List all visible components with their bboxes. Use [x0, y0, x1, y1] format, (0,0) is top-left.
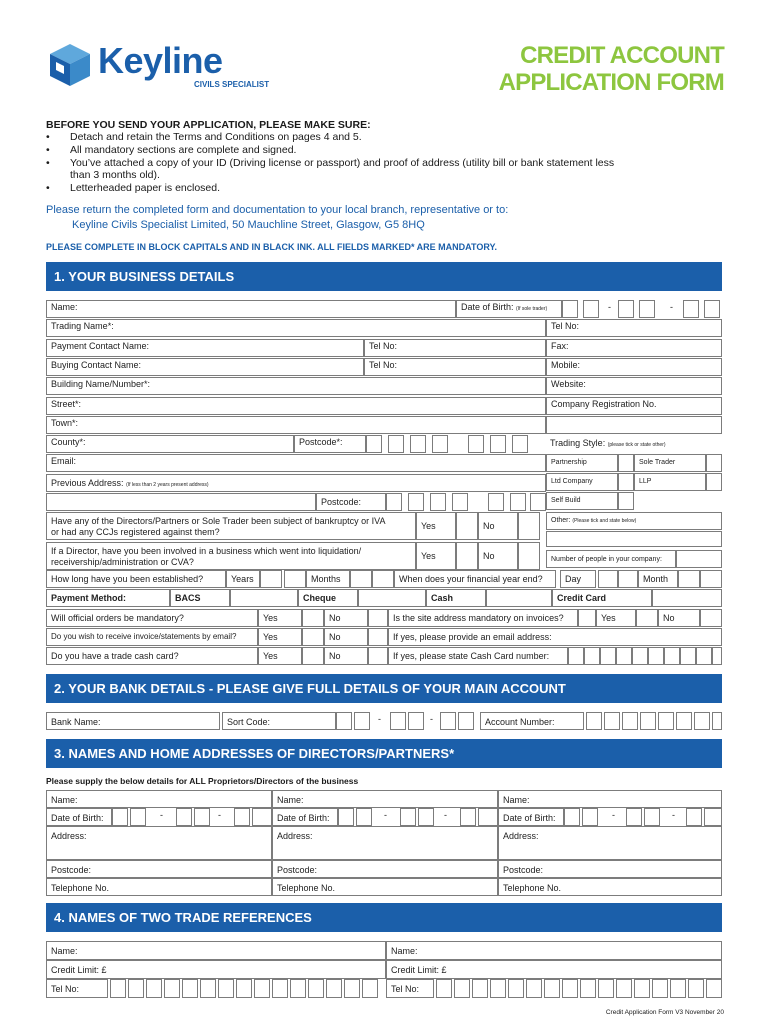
- tel-digit-box[interactable]: [670, 979, 686, 998]
- cash-card-box[interactable]: [664, 647, 680, 665]
- trade-cash-yes[interactable]: Yes: [258, 647, 302, 665]
- invoice-yes-box[interactable]: [302, 628, 324, 646]
- trade-cash-no-box[interactable]: [368, 647, 388, 665]
- checklist-item: • Letterheaded paper is enclosed.: [46, 182, 221, 195]
- bankruptcy-no-box[interactable]: [518, 512, 540, 540]
- tel-digit-box[interactable]: [326, 979, 342, 998]
- sort-box[interactable]: [408, 712, 424, 730]
- trade-cash-label: Do you have a trade cash card?: [46, 647, 258, 665]
- dob-box[interactable]: [338, 808, 354, 826]
- dob-box[interactable]: [418, 808, 434, 826]
- sort-box[interactable]: [440, 712, 456, 730]
- postcode-box[interactable]: [366, 435, 382, 453]
- section4-header: 4. NAMES OF TWO TRADE REFERENCES: [46, 903, 722, 932]
- tel-digit-box[interactable]: [472, 979, 488, 998]
- fax-field[interactable]: Fax:: [546, 339, 722, 357]
- dob-box[interactable]: [582, 808, 598, 826]
- director-question: If a Director, have you been involved in a business which went into liquidation/ receivership/administration or CVA?: [46, 542, 416, 570]
- postcode-label: Postcode*:: [294, 435, 366, 453]
- dob-box[interactable]: [618, 300, 634, 318]
- cash-card-label: If yes, please state Cash Card number:: [388, 647, 568, 665]
- dob-box[interactable]: [234, 808, 250, 826]
- director-no-box[interactable]: [518, 542, 540, 570]
- cash-card-box[interactable]: [648, 647, 664, 665]
- street-field[interactable]: Street*:: [46, 397, 546, 415]
- tel-digit-box[interactable]: [652, 979, 668, 998]
- cheque-box[interactable]: [358, 589, 426, 607]
- postcode-box[interactable]: [530, 493, 546, 511]
- site-no-box[interactable]: [700, 609, 722, 627]
- sort-box[interactable]: [390, 712, 406, 730]
- dash: -: [672, 810, 675, 820]
- director2-address[interactable]: Address:: [272, 826, 498, 860]
- buying-contact-field[interactable]: Buying Contact Name:: [46, 358, 364, 376]
- trade-cash-no[interactable]: No: [324, 647, 368, 665]
- people-count-field[interactable]: Number of people in your company:: [546, 550, 676, 568]
- director3-address[interactable]: Address:: [498, 826, 722, 860]
- director1-address[interactable]: Address:: [46, 826, 272, 860]
- years-label: Years: [226, 570, 260, 588]
- dash: -: [378, 714, 381, 724]
- sole-trader-checkbox[interactable]: [706, 454, 722, 472]
- return-address: Keyline Civils Specialist Limited, 50 Mauchline Street, Glasgow, G5 8HQ: [72, 219, 425, 231]
- month-box[interactable]: [700, 570, 722, 588]
- director1-telephone[interactable]: Telephone No.: [46, 878, 272, 896]
- ltd-checkbox[interactable]: [618, 473, 634, 491]
- title-line2: APPLICATION FORM: [498, 69, 724, 96]
- director1-dob-label: Date of Birth:: [46, 808, 112, 826]
- months-box[interactable]: [350, 570, 372, 588]
- ref2-credit-limit[interactable]: Credit Limit: £: [386, 960, 722, 979]
- dash: -: [608, 302, 611, 312]
- credit-card-option[interactable]: Credit Card: [552, 589, 652, 607]
- postcode-box[interactable]: [510, 493, 526, 511]
- account-box[interactable]: [640, 712, 656, 730]
- tel-digit-box[interactable]: [290, 979, 306, 998]
- postcode-box[interactable]: [452, 493, 468, 511]
- dob-box[interactable]: [704, 300, 720, 318]
- dash: -: [384, 810, 387, 820]
- trading-name-field[interactable]: Trading Name*:: [46, 319, 546, 337]
- s3-intro: Please supply the below details for ALL Proprietors/Directors of the business: [46, 776, 359, 786]
- email-field[interactable]: Email:: [46, 454, 546, 472]
- ltd-company-option[interactable]: Ltd Company: [546, 473, 618, 491]
- site-yes[interactable]: Yes: [596, 609, 636, 627]
- years-box[interactable]: [260, 570, 282, 588]
- prev-address-line2[interactable]: [46, 493, 316, 511]
- prev-postcode-label: Postcode:: [316, 493, 386, 511]
- official-orders-label: Will official orders be mandatory?: [46, 609, 258, 627]
- postcode-box[interactable]: [468, 435, 484, 453]
- town-field[interactable]: Town*:: [46, 416, 546, 434]
- tel-digit-box[interactable]: [182, 979, 198, 998]
- keyline-logo-mark-icon: [46, 44, 94, 88]
- company-reg-label: Company Registration No.: [546, 397, 722, 415]
- tel-field[interactable]: Tel No:: [546, 319, 722, 337]
- orders-yes-box[interactable]: [302, 609, 324, 627]
- site-address-label: Is the site address mandatory on invoices?: [388, 609, 578, 627]
- dash: -: [670, 302, 673, 312]
- logo-name: Keyline: [98, 40, 223, 81]
- footer-text: Credit Application Form V3 November 20: [605, 1009, 724, 1016]
- invoice-email-label: Do you wish to receive invoice/statements by email?: [46, 628, 258, 646]
- tel-digit-box[interactable]: [544, 979, 560, 998]
- bank-name-field[interactable]: Bank Name:: [46, 712, 220, 730]
- cash-card-box[interactable]: [568, 647, 584, 665]
- mandatory-notice: PLEASE COMPLETE IN BLOCK CAPITALS AND IN BLACK INK. ALL FIELDS MARKED* ARE MANDATORY.: [46, 242, 498, 252]
- section1-header: 1. YOUR BUSINESS DETAILS: [46, 262, 722, 291]
- bullet: •: [46, 182, 50, 195]
- dob-box[interactable]: [683, 300, 699, 318]
- account-box[interactable]: [586, 712, 602, 730]
- cash-card-box[interactable]: [616, 647, 632, 665]
- cheque-option[interactable]: Cheque: [298, 589, 358, 607]
- llp-option[interactable]: LLP: [634, 473, 706, 491]
- self-build-option[interactable]: Self Build: [546, 492, 618, 510]
- credit-card-box[interactable]: [652, 589, 722, 607]
- dob-box[interactable]: [460, 808, 476, 826]
- ref2-tel-label: Tel No:: [386, 979, 434, 998]
- tel-digit-box[interactable]: [562, 979, 578, 998]
- postcode-box[interactable]: [386, 493, 402, 511]
- people-box[interactable]: [676, 550, 722, 568]
- account-box[interactable]: [604, 712, 620, 730]
- months-box[interactable]: [372, 570, 394, 588]
- dob-box[interactable]: [639, 300, 655, 318]
- invoice-no-box[interactable]: [368, 628, 388, 646]
- tel-digit-box[interactable]: [688, 979, 704, 998]
- ref1-tel-label: Tel No:: [46, 979, 108, 998]
- bullet: •: [46, 143, 50, 156]
- tel-digit-box[interactable]: [200, 979, 216, 998]
- director-yes-box[interactable]: [456, 542, 478, 570]
- tel-digit-box[interactable]: [706, 979, 722, 998]
- section3-header: 3. NAMES AND HOME ADDRESSES OF DIRECTORS/PARTNERS*: [46, 739, 722, 768]
- postcode-box[interactable]: [388, 435, 404, 453]
- years-box[interactable]: [284, 570, 306, 588]
- ref1-name[interactable]: Name:: [46, 941, 386, 960]
- dob-box[interactable]: [176, 808, 192, 826]
- postcode-box[interactable]: [512, 435, 528, 453]
- tel-digit-box[interactable]: [454, 979, 470, 998]
- cash-box[interactable]: [486, 589, 552, 607]
- site-no[interactable]: No: [658, 609, 700, 627]
- sole-trader-option[interactable]: Sole Trader: [634, 454, 706, 472]
- trading-style-label: Trading Style: (please tick or state other): [550, 438, 666, 448]
- tel-digit-box[interactable]: [490, 979, 506, 998]
- director-no[interactable]: No: [478, 542, 518, 570]
- site-box[interactable]: [578, 609, 596, 627]
- bankruptcy-question: Have any of the Directors/Partners or Sole Trader been subject of bankruptcy or IVA or had any CCJs registered against them?: [46, 512, 416, 540]
- self-build-checkbox[interactable]: [618, 492, 634, 510]
- tel-digit-box[interactable]: [508, 979, 524, 998]
- checklist: [46, 131, 614, 195]
- logo-sub: CIVILS SPECIALIST: [194, 80, 270, 89]
- sort-code-label: Sort Code:: [222, 712, 336, 730]
- sort-box[interactable]: [354, 712, 370, 730]
- account-box[interactable]: [622, 712, 638, 730]
- mobile-field[interactable]: Mobile:: [546, 358, 722, 376]
- dob-box[interactable]: [194, 808, 210, 826]
- tel-digit-box[interactable]: [164, 979, 180, 998]
- bullet: •: [46, 156, 50, 169]
- dob-box[interactable]: [644, 808, 660, 826]
- day-box[interactable]: [618, 570, 638, 588]
- day-box[interactable]: [598, 570, 618, 588]
- cash-card-box[interactable]: [696, 647, 712, 665]
- cash-card-box[interactable]: [712, 647, 722, 665]
- dob-box[interactable]: [478, 808, 498, 826]
- account-number-label: Account Number:: [480, 712, 584, 730]
- payment-method-label: Payment Method:: [46, 589, 170, 607]
- dash: -: [218, 810, 221, 820]
- tel-digit-box[interactable]: [110, 979, 126, 998]
- ref1-credit-limit[interactable]: Credit Limit: £: [46, 960, 386, 979]
- checklist-item: than 3 months old).: [70, 169, 160, 182]
- director3-telephone[interactable]: Telephone No.: [498, 878, 722, 896]
- months-label: Months: [306, 570, 350, 588]
- before-heading: BEFORE YOU SEND YOUR APPLICATION, PLEASE MAKE SURE:: [46, 119, 371, 131]
- tel-digit-box[interactable]: [128, 979, 144, 998]
- cash-card-box[interactable]: [632, 647, 648, 665]
- day-label: Day: [560, 570, 596, 588]
- website-field[interactable]: Website:: [546, 377, 722, 395]
- director2-postcode[interactable]: Postcode:: [272, 860, 498, 878]
- tel-digit-box[interactable]: [436, 979, 452, 998]
- llp-checkbox[interactable]: [706, 473, 722, 491]
- director2-name[interactable]: Name:: [272, 790, 498, 808]
- tel-digit-box[interactable]: [526, 979, 542, 998]
- month-label: Month: [638, 570, 678, 588]
- orders-no-box[interactable]: [368, 609, 388, 627]
- sort-box[interactable]: [458, 712, 474, 730]
- checklist-item: • Detach and retain the Terms and Conditions on pages 4 and 5.: [46, 131, 362, 143]
- tel-digit-box[interactable]: [344, 979, 360, 998]
- director1-postcode[interactable]: Postcode:: [46, 860, 272, 878]
- established-label: How long have you been established?: [46, 570, 226, 588]
- bankruptcy-yes[interactable]: Yes: [416, 512, 456, 540]
- dob-box[interactable]: [626, 808, 642, 826]
- dob-box[interactable]: [686, 808, 702, 826]
- postcode-box[interactable]: [432, 435, 448, 453]
- invoice-email-field[interactable]: If yes, please provide an email address:: [388, 628, 722, 646]
- director3-dob-label: Date of Birth:: [498, 808, 564, 826]
- dob-box[interactable]: [704, 808, 722, 826]
- payment-tel-field[interactable]: Tel No:: [364, 339, 546, 357]
- tel-digit-box[interactable]: [236, 979, 252, 998]
- dash: -: [430, 714, 433, 724]
- dob-box[interactable]: [356, 808, 372, 826]
- tel-digit-box[interactable]: [362, 979, 378, 998]
- bankruptcy-yes-box[interactable]: [456, 512, 478, 540]
- bacs-box[interactable]: [230, 589, 298, 607]
- checklist-item: • You’ve attached a copy of your ID (Driving license or passport) and proof of address (utility bill or bank statement less: [46, 156, 615, 169]
- director2-telephone[interactable]: Telephone No.: [272, 878, 498, 896]
- month-box[interactable]: [678, 570, 700, 588]
- postcode-box[interactable]: [488, 493, 504, 511]
- dob-box[interactable]: [564, 808, 580, 826]
- fin-year-label: When does your financial year end?: [394, 570, 556, 588]
- site-yes-box[interactable]: [636, 609, 658, 627]
- trade-cash-yes-box[interactable]: [302, 647, 324, 665]
- postcode-box[interactable]: [408, 493, 424, 511]
- director-yes[interactable]: Yes: [416, 542, 456, 570]
- prev-address-field[interactable]: Previous Address: (If less than 2 years present address): [46, 474, 546, 492]
- tel-digit-box[interactable]: [218, 979, 234, 998]
- tel-digit-box[interactable]: [308, 979, 324, 998]
- dob-box[interactable]: [112, 808, 128, 826]
- director1-name[interactable]: Name:: [46, 790, 272, 808]
- tel-digit-box[interactable]: [146, 979, 162, 998]
- buying-tel-field[interactable]: Tel No:: [364, 358, 546, 376]
- account-box[interactable]: [658, 712, 674, 730]
- account-box[interactable]: [712, 712, 722, 730]
- postcode-box[interactable]: [490, 435, 506, 453]
- tel-digit-box[interactable]: [616, 979, 632, 998]
- cash-card-box[interactable]: [584, 647, 600, 665]
- account-box[interactable]: [694, 712, 710, 730]
- tel-digit-box[interactable]: [254, 979, 270, 998]
- postcode-box[interactable]: [410, 435, 426, 453]
- bacs-option[interactable]: BACS: [170, 589, 230, 607]
- sort-box[interactable]: [336, 712, 352, 730]
- orders-yes[interactable]: Yes: [258, 609, 302, 627]
- dash: -: [612, 810, 615, 820]
- checklist-item: • All mandatory sections are complete and signed.: [46, 143, 297, 156]
- tel-digit-box[interactable]: [634, 979, 650, 998]
- dob-box[interactable]: [130, 808, 146, 826]
- logo: [46, 40, 276, 94]
- cash-card-box[interactable]: [680, 647, 696, 665]
- other-option[interactable]: Other: (Please tick and state below): [546, 512, 722, 530]
- return-line1: Please return the completed form and documentation to your local branch, representative or to:: [46, 204, 509, 216]
- section2-header: 2. YOUR BANK DETAILS - PLEASE GIVE FULL DETAILS OF YOUR MAIN ACCOUNT: [46, 674, 722, 703]
- partnership-option[interactable]: Partnership: [546, 454, 618, 472]
- tel-digit-box[interactable]: [598, 979, 614, 998]
- name-field[interactable]: Name:: [46, 300, 456, 318]
- bankruptcy-no[interactable]: No: [478, 512, 518, 540]
- company-reg-box[interactable]: [546, 416, 722, 434]
- director3-postcode[interactable]: Postcode:: [498, 860, 722, 878]
- other-box[interactable]: [546, 531, 722, 547]
- ref2-name[interactable]: Name:: [386, 941, 722, 960]
- postcode-box[interactable]: [430, 493, 446, 511]
- dash: -: [160, 810, 163, 820]
- account-box[interactable]: [676, 712, 692, 730]
- dob-field[interactable]: Date of Birth: (If sole trader): [456, 300, 562, 318]
- dob-box[interactable]: [252, 808, 272, 826]
- director3-name[interactable]: Name:: [498, 790, 722, 808]
- payment-contact-field[interactable]: Payment Contact Name:: [46, 339, 364, 357]
- dash: -: [444, 810, 447, 820]
- invoice-yes[interactable]: Yes: [258, 628, 302, 646]
- director2-dob-label: Date of Birth:: [272, 808, 338, 826]
- invoice-no[interactable]: No: [324, 628, 368, 646]
- dob-box[interactable]: [583, 300, 599, 318]
- county-field[interactable]: County*:: [46, 435, 294, 453]
- dob-box[interactable]: [400, 808, 416, 826]
- partnership-checkbox[interactable]: [618, 454, 634, 472]
- tel-digit-box[interactable]: [272, 979, 288, 998]
- dob-box[interactable]: [562, 300, 578, 318]
- form-title: [499, 42, 724, 96]
- orders-no[interactable]: No: [324, 609, 368, 627]
- bullet: •: [46, 131, 50, 143]
- cash-card-box[interactable]: [600, 647, 616, 665]
- building-field[interactable]: Building Name/Number*:: [46, 377, 546, 395]
- tel-digit-box[interactable]: [580, 979, 596, 998]
- cash-option[interactable]: Cash: [426, 589, 486, 607]
- title-line1: CREDIT ACCOUNT: [520, 42, 724, 69]
